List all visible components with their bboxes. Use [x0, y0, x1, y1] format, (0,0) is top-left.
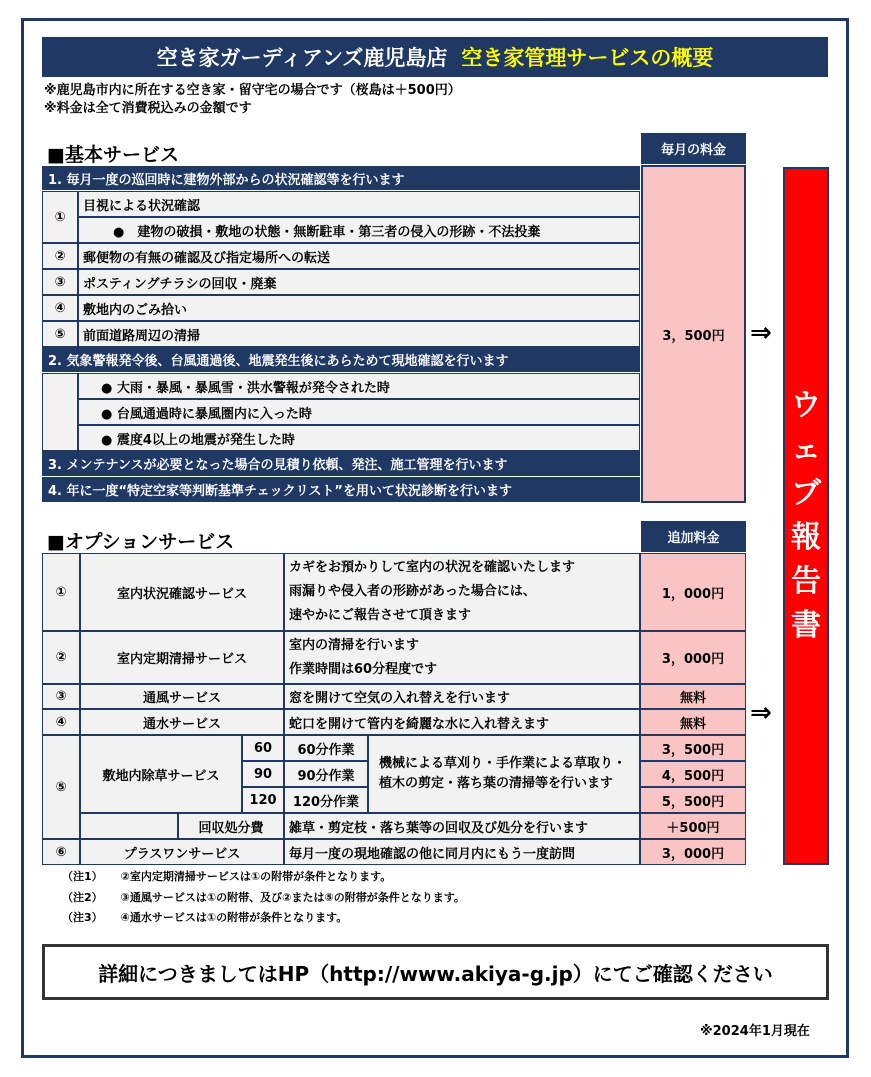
footnote-3: [62, 909, 347, 925]
mowing-desc: [368, 735, 640, 813]
basic-num-3: ③: [42, 269, 78, 295]
desc-line: 雨漏りや侵入者の形跡があった場合には、: [289, 584, 536, 599]
option-desc-6: 毎月一度の現地確認の他に同月内にもう一度訪問: [284, 839, 640, 865]
basic-weather-spacer: [42, 373, 78, 451]
overview-title: 空き家管理サービスの概要: [461, 46, 714, 70]
basic-num-2: ②: [42, 243, 78, 269]
option-desc-4: 蛇口を開けて管内を綺麗な水に入れ替えます: [284, 709, 640, 735]
desc-line: カギをお預かりして室内の状況を確認いたします: [289, 560, 576, 575]
basic-monthly-fee: 3，500円: [641, 165, 746, 503]
footnote-label: （注3）: [62, 911, 103, 924]
basic-heading-1: 1. 毎月一度の巡回時に建物外部からの状況確認等を行います: [42, 166, 640, 191]
basic-item-flyers: ポスティングチラシの回収・廃棄: [78, 269, 640, 295]
desc-line: 機械による草刈り・手作業による草取り・: [379, 756, 627, 771]
as-of-date: ※2024年1月現在: [700, 1024, 810, 1039]
mowing-fee-120: 5，500円: [640, 787, 746, 813]
option-section-title: ■オプションサービス: [47, 531, 235, 553]
disposal-fee: ＋500円: [640, 813, 746, 839]
basic-num-1: ①: [42, 191, 78, 243]
basic-section-title: ■基本サービス: [47, 144, 179, 166]
mowing-label-60: 60分作業: [284, 735, 368, 761]
footnote-2: [62, 889, 465, 905]
hp-info-box[interactable]: 詳細につきましてはHP（http://www.akiya-g.jp）にてご確認ください: [42, 944, 829, 1000]
web-report-char: 報: [791, 520, 821, 555]
web-report-char: ブ: [791, 476, 821, 511]
option-num-5: ⑤: [42, 735, 80, 839]
basic-fee-header: 毎月の料金: [641, 133, 746, 164]
mowing-min-120: 120: [242, 787, 284, 813]
desc-line: 室内の清掃を行います: [289, 637, 420, 653]
basic-num-4: ④: [42, 295, 78, 321]
basic-item-trash: 敷地内のごみ拾い: [78, 295, 640, 321]
basic-item-visual: 目視による状況確認: [78, 191, 640, 217]
arrow-option: ⇒: [750, 698, 772, 728]
basic-item-mail: 郵便物の有無の確認及び指定場所への転送: [78, 243, 640, 269]
desc-line: 速やかにご報告させて頂きます: [289, 608, 472, 623]
weather-item-earthquake: ● 震度4以上の地震が発生した時: [78, 425, 640, 451]
option-desc-3: 窓を開けて空気の入れ替えを行います: [284, 684, 640, 709]
basic-heading-3: 3. メンテナンスが必要となった場合の見積り依頼、発注、施工管理を行います: [42, 451, 640, 477]
title-bar: [42, 37, 828, 77]
option-desc-2: [284, 631, 640, 684]
basic-item-road: 前面道路周辺の清掃: [78, 321, 640, 347]
web-report-char: 書: [791, 608, 821, 643]
disposal-desc: 雑草・剪定枝・落ち葉等の回収及び処分を行います: [284, 813, 640, 839]
arrow-basic: ⇒: [750, 318, 772, 348]
disposal-name: 回収処分費: [178, 813, 284, 839]
footnote-1: [62, 868, 391, 884]
mowing-min-90: 90: [242, 761, 284, 787]
basic-num-5: ⑤: [42, 321, 78, 347]
footnote-label: （注2）: [62, 891, 103, 904]
option-name-6: プラスワンサービス: [80, 839, 284, 865]
option-name-1: 室内状況確認サービス: [80, 553, 284, 631]
option-num-1: ①: [42, 553, 80, 631]
footnote-label: （注1）: [62, 870, 103, 883]
option-num-3: ③: [42, 684, 80, 709]
footnote-text: ②室内定期清掃サービスは①の附帯が条件となります。: [120, 870, 392, 883]
web-report-char: ェ: [791, 432, 821, 467]
option-num-4: ④: [42, 709, 80, 735]
mowing-fee-60: 3，500円: [640, 735, 746, 761]
option-name-4: 通水サービス: [80, 709, 284, 735]
note-location: ※鹿児島市内に所在する空き家・留守宅の場合です（桜島は＋500円）: [44, 83, 461, 98]
option-fee-4: 無料: [640, 709, 746, 735]
basic-heading-4: 4. 年に一度“特定空家等判断基準チェックリスト”を用いて状況診断を行います: [42, 477, 640, 503]
mowing-min-60: 60: [242, 735, 284, 761]
mowing-label-120: 120分作業: [284, 787, 368, 813]
weather-item-typhoon: ● 台風通過時に暴風圏内に入った時: [78, 399, 640, 425]
option-name-3: 通風サービス: [80, 684, 284, 709]
footnote-text: ④通水サービスは①の附帯が条件となります。: [120, 911, 348, 924]
basic-item-visual-detail: ● 建物の破損・敷地の状態・無断駐車・第三者の侵入の形跡・不法投棄: [78, 217, 640, 243]
option-fee-2: 3，000円: [640, 631, 746, 684]
option-num-2: ②: [42, 631, 80, 684]
web-report-char: 告: [791, 564, 821, 599]
option-name-5: 敷地内除草サービス: [80, 735, 242, 813]
option-name-2: 室内定期清掃サービス: [80, 631, 284, 684]
option-fee-3: 無料: [640, 684, 746, 709]
option-fee-1: 1，000円: [640, 553, 746, 631]
option-desc-1: [284, 553, 640, 631]
web-report-char: ウ: [791, 388, 821, 423]
option-fee-header: 追加料金: [641, 521, 746, 552]
mowing-fee-90: 4，500円: [640, 761, 746, 787]
note-tax: ※料金は全て消費税込みの金額です: [44, 101, 252, 116]
desc-line: 植木の剪定・落ち葉の清掃等を行います: [379, 776, 614, 791]
weather-item-warning: ● 大雨・暴風・暴風雪・洪水警報が発令された時: [78, 373, 640, 399]
disposal-spacer: [80, 813, 178, 839]
option-fee-6: 3，000円: [640, 839, 746, 865]
store-name: 空き家ガーディアンズ鹿児島店: [156, 46, 448, 70]
desc-line: 作業時間は60分程度です: [289, 661, 438, 677]
basic-heading-2: 2. 気象警報発令後、台風通過後、地震発生後にあらためて現地確認を行います: [42, 347, 640, 373]
mowing-label-90: 90分作業: [284, 761, 368, 787]
footnote-text: ③通風サービスは①の附帯、及び②または⑤の附帯が条件となります。: [120, 891, 465, 904]
web-report-box: [783, 167, 829, 865]
option-num-6: ⑥: [42, 839, 80, 865]
